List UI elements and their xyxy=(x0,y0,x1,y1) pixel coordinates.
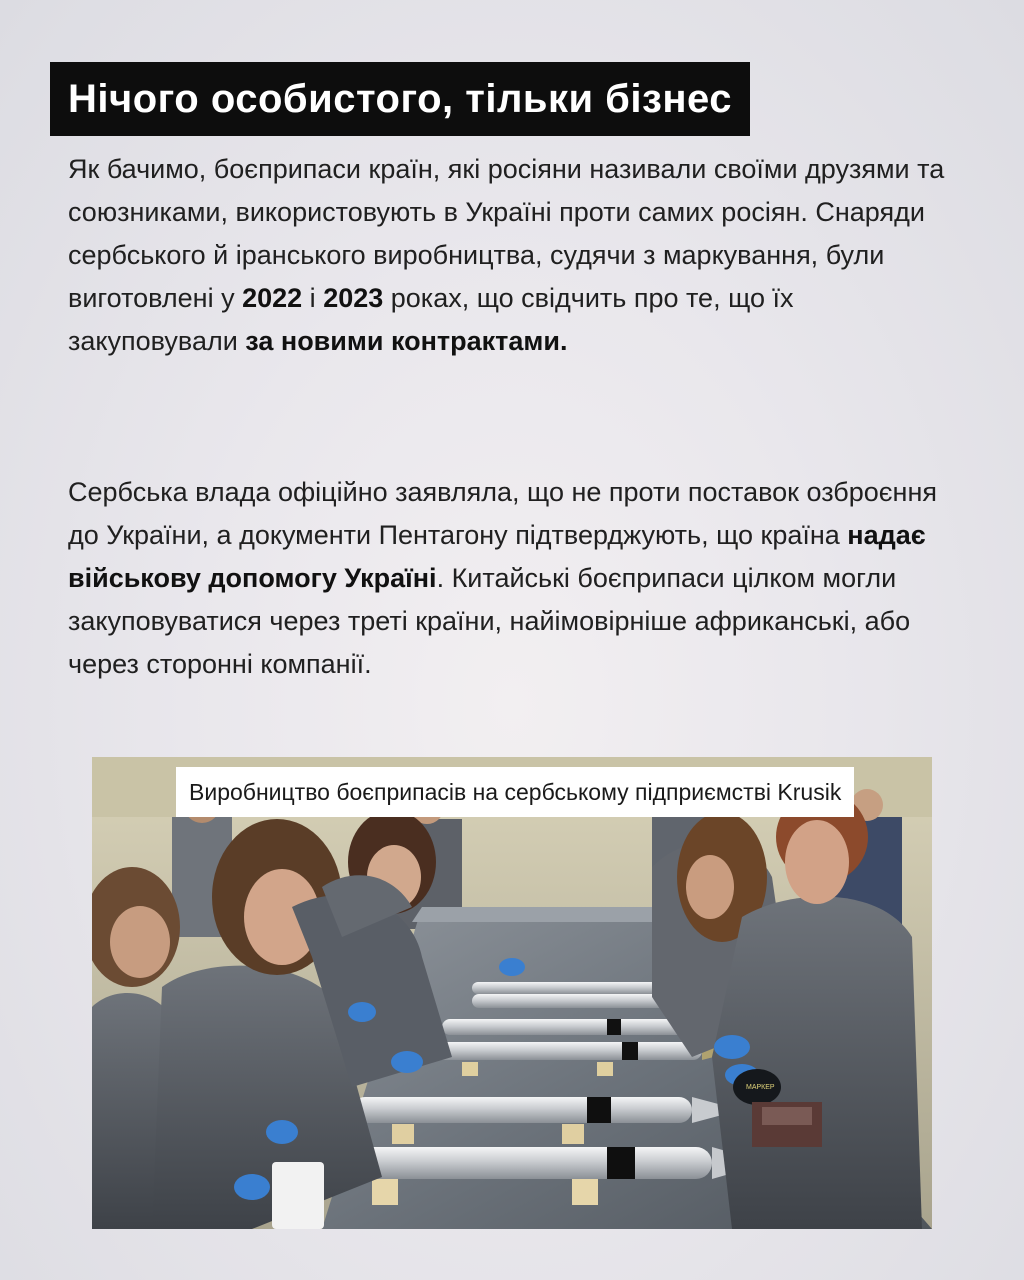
year-2022: 2022 xyxy=(242,283,303,313)
marker-box-label: МАРКЕР xyxy=(746,1084,775,1091)
title-banner xyxy=(50,62,750,136)
factory-photo-illustration xyxy=(92,757,932,1229)
paragraph-1 xyxy=(68,148,968,363)
paragraph-1-text-2: і xyxy=(302,283,324,313)
photo-caption xyxy=(176,767,854,817)
year-2023: 2023 xyxy=(323,283,384,313)
page-title: Нічого особистого, тільки бізнес xyxy=(68,76,733,121)
factory-photo xyxy=(92,757,932,1229)
paragraph-2-text-1: Сербська влада офіційно заявляла, що не проти поставок озброєння до України, а документи Пентагону підтверджують, що країна xyxy=(68,477,937,550)
photo-caption-text: Виробництво боєприпасів на сербському підприємстві Krusik xyxy=(189,778,842,805)
paragraph-1-text-1: Як бачимо, боєприпаси країн, які росіяни називали своїми друзями та союзниками, використовують в Україні проти самих росіян. Снаряди сербського й іранського виробництва, судячи з маркування, були виготовлені у xyxy=(68,154,945,313)
paragraph-2-text-2: . Китайські боєприпаси цілком могли закуповуватися через треті країни, найімовірніше африканські, або через сторонні компанії. xyxy=(68,563,911,679)
paragraph-1-text-3: роках, що свідчить про те, що їх закуповували xyxy=(68,283,794,356)
paragraph-2 xyxy=(68,471,968,686)
military-aid-emphasis: надає військову допомогу Україні xyxy=(68,520,926,593)
new-contracts-emphasis: за новими контрактами. xyxy=(245,326,568,356)
